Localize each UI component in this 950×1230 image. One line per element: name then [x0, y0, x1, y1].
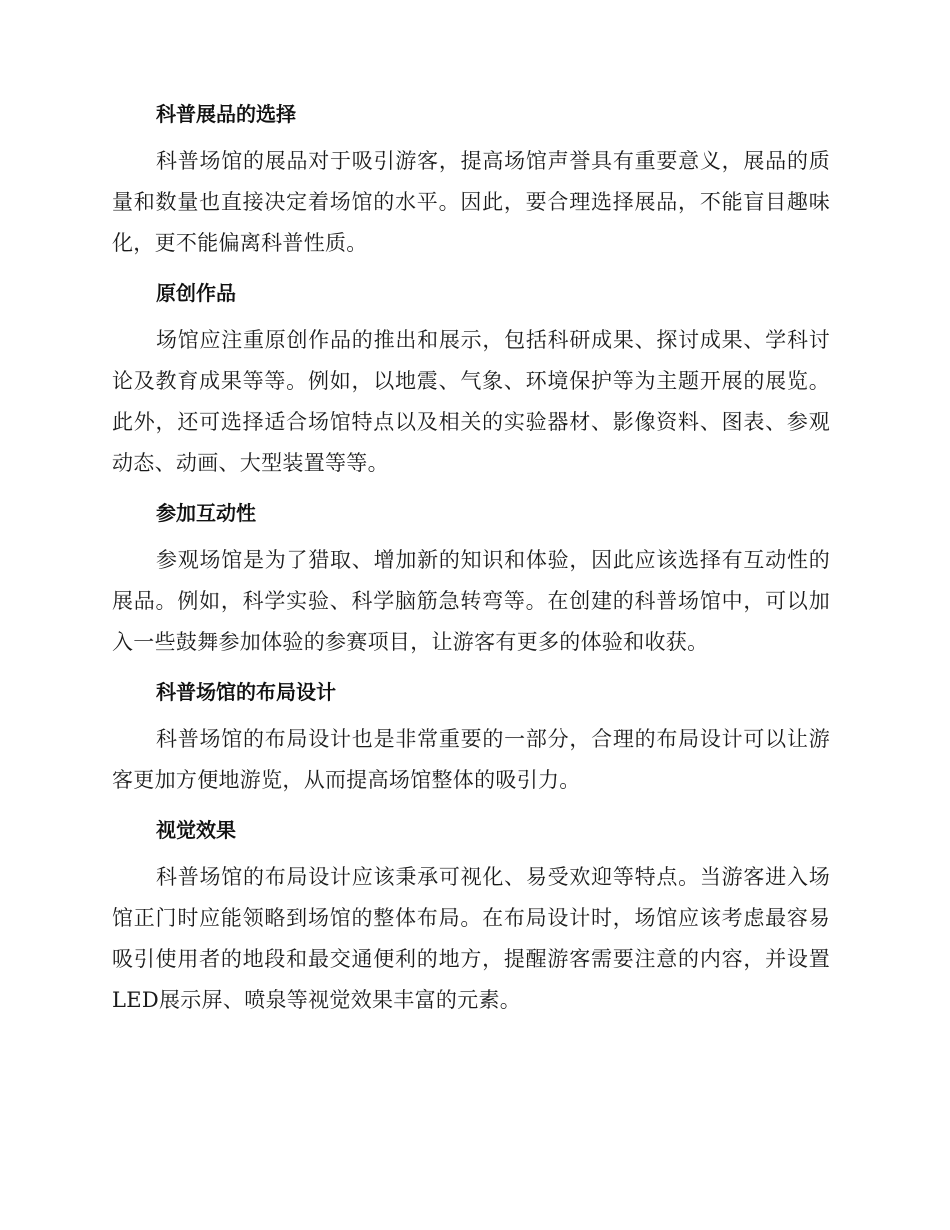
section-heading: 参加互动性	[156, 501, 256, 525]
section-layout-design	[112, 678, 830, 816]
section-visual-effects	[112, 816, 830, 1021]
section-paragraph: 科普场馆的布局设计应该秉承可视化、易受欢迎等特点。当游客进入场馆正门时应能领略到场馆的整体布局。在布局设计时，场馆应该考虑最容易吸引使用者的地段和最交通便利的地方，提醒游客需要注意的内容，并设置LED展示屏、喷泉等视觉效果丰富的元素。	[112, 865, 830, 1012]
section-heading: 原创作品	[156, 281, 236, 305]
section-paragraph: 科普场馆的展品对于吸引游客，提高场馆声誉具有重要意义，展品的质量和数量也直接决定着场馆的水平。因此，要合理选择展品，不能盲目趣味化，更不能偏离科普性质。	[112, 149, 830, 255]
section-heading: 科普展品的选择	[156, 102, 296, 126]
section-interactivity	[112, 499, 830, 678]
section-paragraph: 场馆应注重原创作品的推出和展示，包括科研成果、探讨成果、学科讨论及教育成果等等。例如，以地震、气象、环境保护等为主题开展的展览。此外，还可选择适合场馆特点以及相关的实验器材、影像资料、图表、参观动态、动画、大型装置等等。	[112, 328, 830, 475]
section-heading: 视觉效果	[156, 818, 236, 842]
section-paragraph: 科普场馆的布局设计也是非常重要的一部分，合理的布局设计可以让游客更加方便地游览，从而提高场馆整体的吸引力。	[112, 727, 830, 792]
section-paragraph: 参观场馆是为了猎取、增加新的知识和体验，因此应该选择有互动性的展品。例如，科学实验、科学脑筋急转弯等。在创建的科普场馆中，可以加入一些鼓舞参加体验的参赛项目，让游客有更多的体验和收获。	[112, 548, 830, 654]
section-exhibit-selection	[112, 100, 830, 279]
document-page	[112, 100, 830, 1021]
section-original-works	[112, 279, 830, 499]
section-heading: 科普场馆的布局设计	[156, 680, 336, 704]
